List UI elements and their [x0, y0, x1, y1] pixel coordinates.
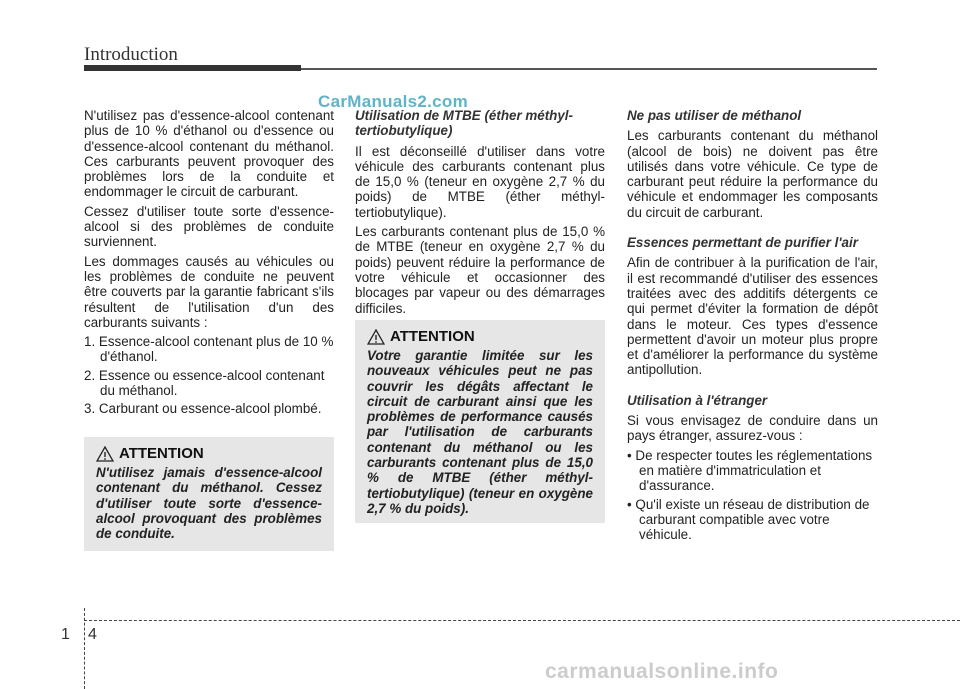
page-number: 4: [88, 626, 97, 643]
heading-air-purifying: Essences permettant de purifier l'air: [627, 235, 858, 251]
warning-triangle-icon: [367, 329, 385, 345]
attention-header: [96, 445, 322, 462]
warning-triangle-icon: [96, 446, 114, 462]
header-rule-thick: [84, 65, 301, 71]
footer-rule: [84, 620, 960, 621]
attention-text: Votre garantie limitée sur les nouveaux véhicules peut ne pas couvrir les dégâts affectant le circuit de carburant ainsi que les problèmes de performance causés par l'utilisation de carburants contenant du méthanol ou les carburants contenant plus de 15,0 % de MTBE (éther méthyl-tertiobutylique) (teneur en oxygène 2,7 % du poids).: [367, 348, 593, 516]
column-2: [355, 108, 605, 320]
watermark-bottom: carmanualsonline.info: [545, 660, 779, 683]
attention-text: N'utilisez jamais d'essence-alcool contenant du méthanol. Cessez d'utiliser toute sorte d'essence-alcool provoquant des problèmes de conduite.: [96, 465, 322, 542]
heading-mtbe: Utilisation de MTBE (éther méthyl-tertiobutylique): [355, 108, 573, 139]
attention-box-1: [84, 437, 334, 551]
list-item: 2. Essence ou essence-alcool contenant du méthanol.: [84, 367, 325, 399]
heading-abroad: Utilisation à l'étranger: [627, 392, 768, 408]
attention-header: [367, 328, 593, 345]
paragraph: Il est déconseillé d'utiliser dans votre véhicule des carburants contenant plus de 15,0 % (teneur en oxygène 2,7 % du poids) de MTBE (éther méthyl-tertiobutylique).: [355, 143, 605, 220]
column-1: [84, 108, 334, 420]
watermark-top: CarManuals2.com: [318, 92, 468, 111]
paragraph: Afin de contribuer à la purification de l'air, il est recommandé d'utiliser des essences traitées avec des additifs détergents ce qui permet d'éviter la formation de dépôt dans le moteur. Ces types d'essence permettent d'avoir un moteur plus propre et d'améliorer la performance du système antipollution.: [627, 255, 878, 378]
attention-box-2: [355, 320, 605, 523]
list-item: 1. Essence-alcool contenant plus de 10 % d'éthanol.: [84, 334, 334, 365]
attention-title: ATTENTION: [119, 445, 204, 462]
paragraph: N'utilisez pas d'essence-alcool contenant plus de 10 % d'éthanol ou d'essence ou d'essence-alcool contenant du méthanol. Ces carburants peuvent provoquer des problèmes lors de la conduite et endommager le circuit de carburant.: [84, 108, 334, 200]
abroad-list: [627, 448, 878, 543]
list-item: • Qu'il existe un réseau de distribution de carburant compatible avec votre véhicule.: [627, 496, 870, 543]
header-rule-thin: [301, 68, 877, 70]
fuel-list: [84, 334, 334, 416]
list-item: 3. Carburant ou essence-alcool plombé.: [84, 401, 322, 417]
heading-methanol: Ne pas utiliser de méthanol: [627, 108, 802, 123]
paragraph: Les carburants contenant plus de 15,0 % de MTBE (teneur en oxygène 2,7 % du poids) peuvent réduire la performance de votre véhicule et occasionner des blocages par vapeur ou des démarrages difficiles.: [355, 224, 605, 316]
column-3: [627, 108, 878, 545]
paragraph: Si vous envisagez de conduire dans un pays étranger, assurez-vous :: [627, 413, 878, 444]
section-title: Introduction: [84, 44, 178, 65]
paragraph: Les dommages causés au véhicules ou les problèmes de conduite ne peuvent être couverts par la garantie fabricant s'ils résultent de l'utilisation d'un des carburants suivants :: [84, 253, 334, 330]
paragraph: Cessez d'utiliser toute sorte d'essence-alcool si des problèmes de conduite surviennent.: [84, 203, 334, 250]
footer-vertical-rule: [84, 608, 85, 689]
chapter-number: 1: [61, 626, 70, 643]
paragraph: Les carburants contenant du méthanol (alcool de bois) ne doivent pas être utilisés dans votre véhicule. Ce type de carburant peut réduire la performance du véhicule et endommager les composants du circuit de carburant.: [627, 128, 878, 220]
attention-title: ATTENTION: [390, 328, 475, 345]
list-item: • De respecter toutes les réglementations en matière d'immatriculation et d'assurance.: [627, 447, 873, 494]
